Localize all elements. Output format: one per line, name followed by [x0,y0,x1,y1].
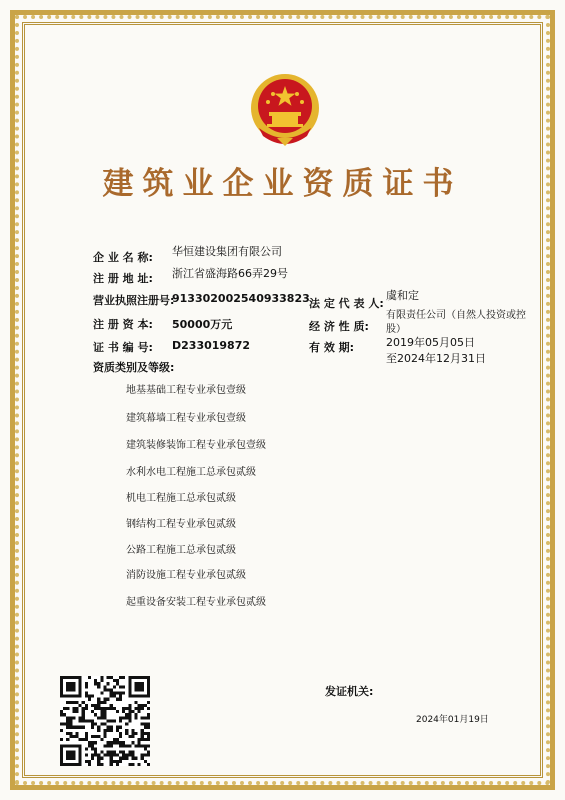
cert-no-value: D233019872 [172,339,251,352]
economic-nature-value-line1: 有限责任公司（自然人投资或控 [386,310,526,321]
qualification-item: 钢结构工程专业承包贰级 [126,519,236,530]
certificate-title: 建筑业企业资质证书 [102,166,463,202]
legal-rep-value: 虞和定 [386,289,419,302]
license-no-label: 营业执照注册号: [93,294,175,307]
economic-nature-value-line2: 股） [386,324,406,335]
license-no-value: 913302002540933823 [172,292,310,305]
issue-date: 2024年01月19日 [416,715,489,725]
qualification-item: 建筑幕墙工程专业承包壹级 [126,413,246,424]
qualification-item: 消防设施工程专业承包贰级 [126,570,246,581]
qualification-item: 公路工程施工总承包贰级 [126,545,236,556]
validity-label: 有 效 期: [309,341,355,354]
validity-to: 至2024年12月31日 [386,352,486,365]
qualification-item: 地基基础工程专业承包壹级 [126,385,246,396]
validity-from: 2019年05月05日 [386,336,475,349]
address-value: 浙江省盛海路66弄29号 [172,267,288,280]
qualification-item: 起重设备安装工程专业承包贰级 [126,597,266,608]
legal-rep-label: 法 定 代 表 人: [309,297,384,310]
qr-code-icon [60,676,150,766]
capital-label: 注 册 资 本: [93,318,153,331]
qualification-item: 建筑装修装饰工程专业承包壹级 [126,440,266,451]
company-name-label: 企 业 名 称: [93,251,153,264]
address-label: 注 册 地 址: [93,272,153,285]
capital-value: 50000万元 [172,318,233,331]
company-name-value: 华恒建设集团有限公司 [172,245,282,258]
economic-nature-label: 经 济 性 质: [309,320,369,333]
national-emblem-icon [245,70,325,150]
qualification-item: 机电工程施工总承包贰级 [126,493,236,504]
issuer-label: 发证机关: [325,685,374,698]
cert-no-label: 证 书 编 号: [93,341,153,354]
qualification-item: 水利水电工程施工总承包贰级 [126,467,256,478]
qualification-label: 资质类别及等级: [93,361,175,374]
